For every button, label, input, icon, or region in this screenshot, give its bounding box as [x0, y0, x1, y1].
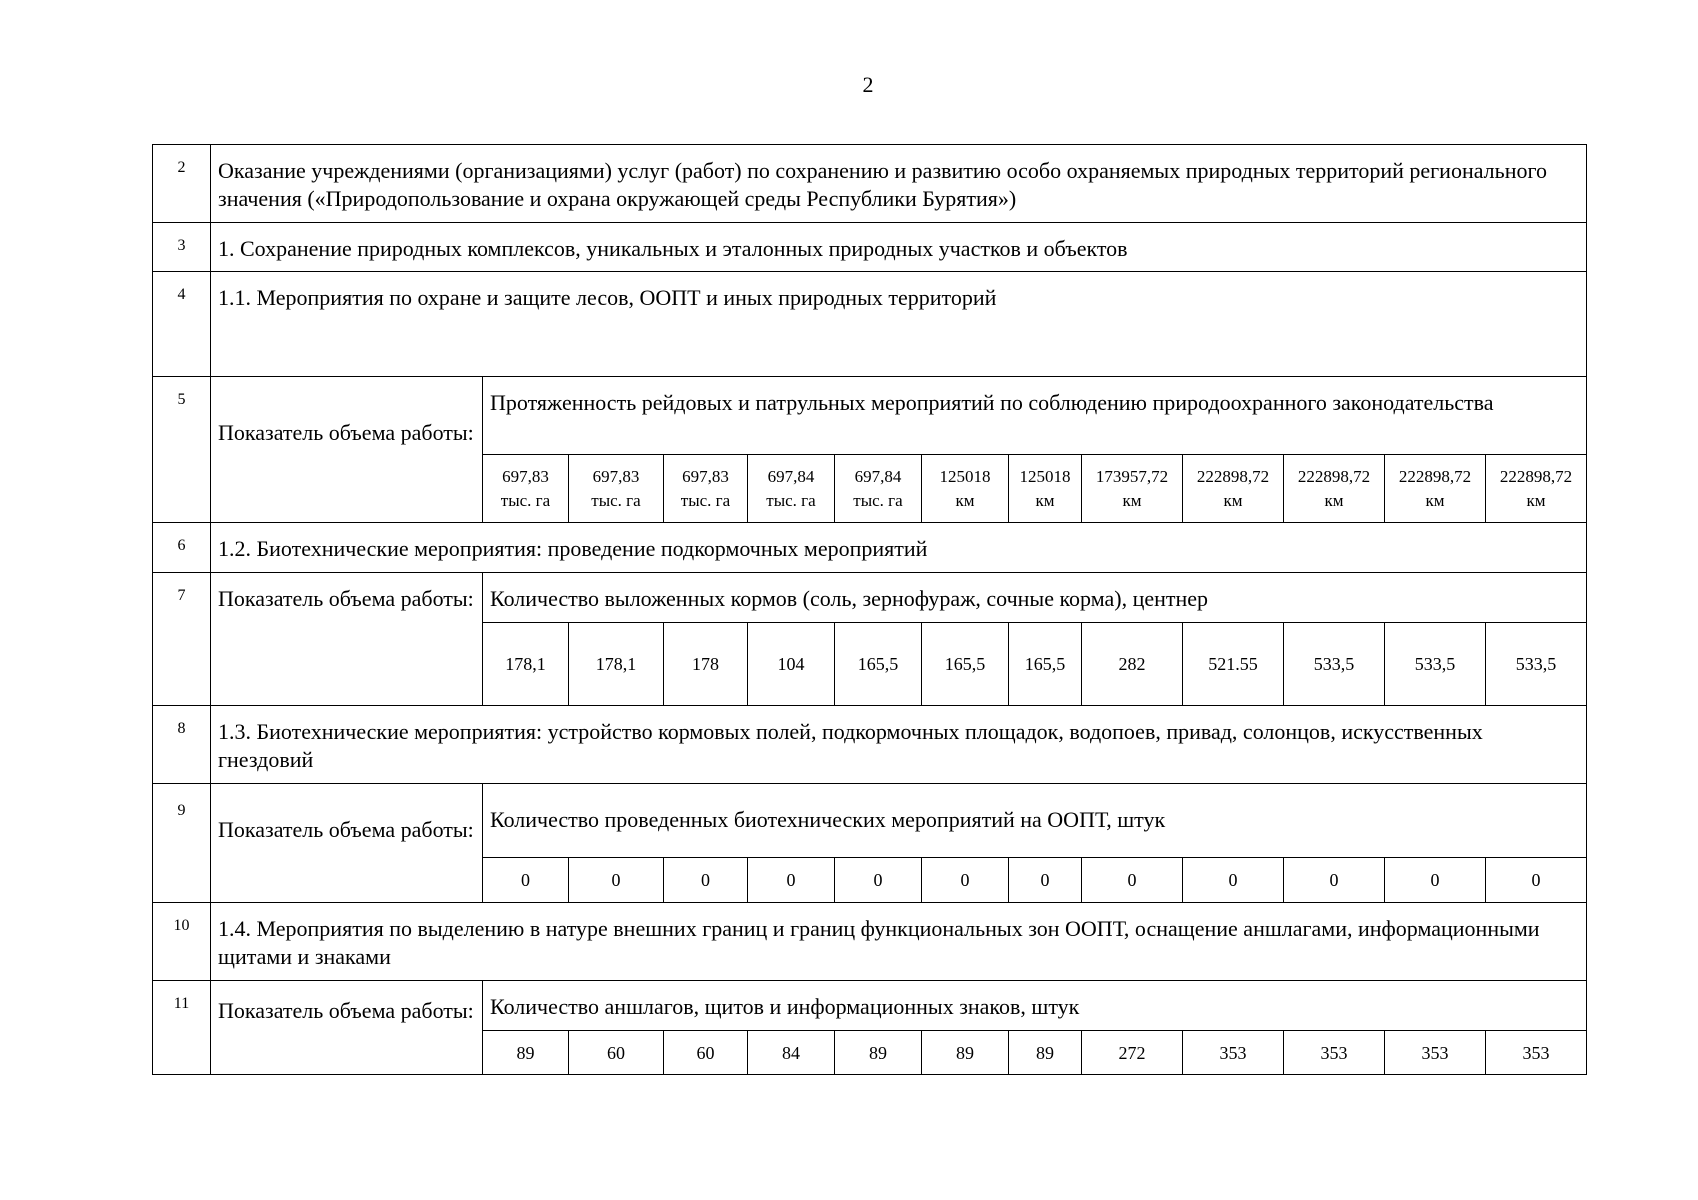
- row-number: 11: [153, 981, 211, 1075]
- row-number: 10: [153, 903, 211, 981]
- value-cell: 222898,72 км: [1183, 455, 1284, 523]
- indicator-name: Протяженность рейдовых и патрульных мероприятий по соблюдению природоохранного законодательства: [483, 377, 1587, 455]
- value-cell: 84: [748, 1031, 835, 1075]
- table-row: [153, 523, 1587, 573]
- value-cell: 222898,72 км: [1385, 455, 1486, 523]
- value-cell: 89: [1009, 1031, 1082, 1075]
- value-cell: 165,5: [1009, 623, 1082, 706]
- row-number: 8: [153, 706, 211, 784]
- table-row: [153, 903, 1587, 981]
- value-cell: 178,1: [569, 623, 664, 706]
- value-cell: 697,83 тыс. га: [483, 455, 569, 523]
- indicator-name: Количество аншлагов, щитов и информационных знаков, штук: [483, 981, 1587, 1031]
- value-cell: 353: [1284, 1031, 1385, 1075]
- value-cell: 222898,72 км: [1486, 455, 1587, 523]
- value-cell: 89: [483, 1031, 569, 1075]
- indicator-label: Показатель объема работы:: [211, 981, 483, 1075]
- section-title: Оказание учреждениями (организациями) услуг (работ) по сохранению и развитию особо охраняемых природных территорий регионального значения («Природопользование и охрана окружающей среды Республики Бурятия»): [211, 145, 1587, 223]
- value-cell: 353: [1183, 1031, 1284, 1075]
- indicator-label: Показатель объема работы:: [211, 784, 483, 903]
- value-cell: 0: [1486, 858, 1587, 903]
- page-number: 2: [862, 72, 874, 97]
- subsection-title: 1.1. Мероприятия по охране и защите лесов, ООПТ и иных природных территорий: [211, 272, 1587, 377]
- value-cell: 353: [1385, 1031, 1486, 1075]
- value-cell: 272: [1082, 1031, 1183, 1075]
- row-number: 7: [153, 573, 211, 706]
- value-cell: 353: [1486, 1031, 1587, 1075]
- value-cell: 125018 км: [922, 455, 1009, 523]
- value-cell: 0: [1082, 858, 1183, 903]
- subsection-title: 1.4. Мероприятия по выделению в натуре внешних границ и границ функциональных зон ООПТ, оснащение аншлагами, информационными щитами и знаками: [211, 903, 1587, 981]
- value-cell: 104: [748, 623, 835, 706]
- row-number: 4: [153, 272, 211, 377]
- row-number: 9: [153, 784, 211, 903]
- section-title: 1. Сохранение природных комплексов, уникальных и эталонных природных участков и объектов: [211, 223, 1587, 272]
- table-row: [153, 145, 1587, 223]
- table-row: [153, 377, 1587, 455]
- value-cell: 697,84 тыс. га: [835, 455, 922, 523]
- indicator-label: Показатель объема работы:: [211, 573, 483, 706]
- value-cell: 697,83 тыс. га: [569, 455, 664, 523]
- value-cell: 60: [569, 1031, 664, 1075]
- value-cell: 533,5: [1385, 623, 1486, 706]
- row-number: 3: [153, 223, 211, 272]
- value-cell: 0: [1183, 858, 1284, 903]
- value-cell: 89: [922, 1031, 1009, 1075]
- value-cell: 0: [1284, 858, 1385, 903]
- value-cell: 222898,72 км: [1284, 455, 1385, 523]
- value-cell: 521.55: [1183, 623, 1284, 706]
- value-cell: 0: [1009, 858, 1082, 903]
- row-number: 5: [153, 377, 211, 523]
- value-cell: 125018 км: [1009, 455, 1082, 523]
- subsection-title: 1.3. Биотехнические мероприятия: устройство кормовых полей, подкормочных площадок, водопоев, привад, солонцов, искусственных гнездовий: [211, 706, 1587, 784]
- value-cell: 165,5: [835, 623, 922, 706]
- value-cell: 697,83 тыс. га: [664, 455, 748, 523]
- indicator-name: Количество проведенных биотехнических мероприятий на ООПТ, штук: [483, 784, 1587, 858]
- row-number: 6: [153, 523, 211, 573]
- value-cell: 0: [835, 858, 922, 903]
- value-cell: 173957,72 км: [1082, 455, 1183, 523]
- indicator-name: Количество выложенных кормов (соль, зернофураж, сочные корма), центнер: [483, 573, 1587, 623]
- value-cell: 533,5: [1284, 623, 1385, 706]
- value-cell: 178,1: [483, 623, 569, 706]
- value-cell: 533,5: [1486, 623, 1587, 706]
- table-row: [153, 573, 1587, 623]
- table-row: [153, 223, 1587, 272]
- value-cell: 0: [922, 858, 1009, 903]
- table-row: [153, 706, 1587, 784]
- value-cell: 165,5: [922, 623, 1009, 706]
- subsection-title: 1.2. Биотехнические мероприятия: проведение подкормочных мероприятий: [211, 523, 1587, 573]
- row-number: 2: [153, 145, 211, 223]
- value-cell: 282: [1082, 623, 1183, 706]
- table-row: [153, 981, 1587, 1031]
- value-cell: 178: [664, 623, 748, 706]
- value-cell: 697,84 тыс. га: [748, 455, 835, 523]
- value-cell: 89: [835, 1031, 922, 1075]
- program-indicators-table: [152, 144, 1587, 1075]
- value-cell: 0: [664, 858, 748, 903]
- value-cell: 0: [483, 858, 569, 903]
- value-cell: 0: [748, 858, 835, 903]
- table-row: [153, 784, 1587, 858]
- indicator-label: Показатель объема работы:: [211, 377, 483, 523]
- table-row: [153, 272, 1587, 377]
- value-cell: 60: [664, 1031, 748, 1075]
- value-cell: 0: [1385, 858, 1486, 903]
- value-cell: 0: [569, 858, 664, 903]
